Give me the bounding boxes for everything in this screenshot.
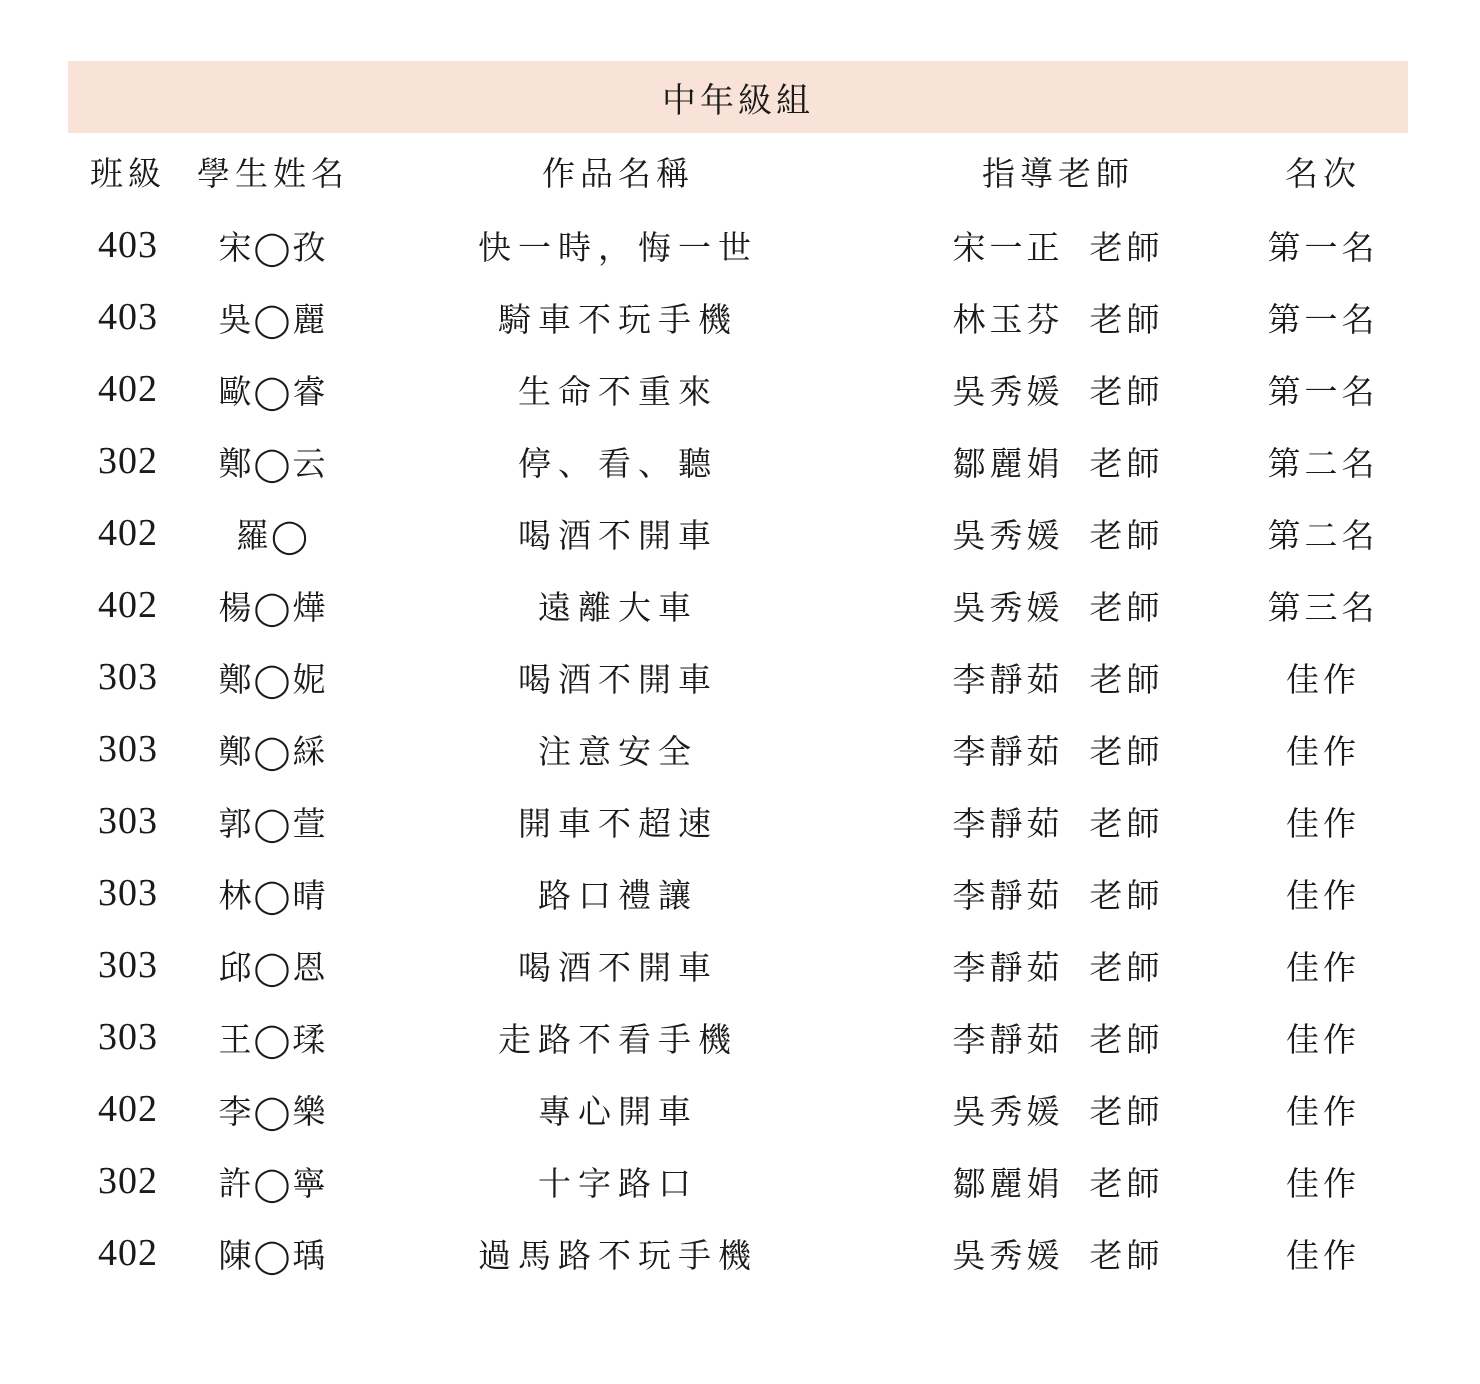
table-row	[68, 857, 1408, 929]
teacher-title: 老師	[1089, 1235, 1164, 1275]
teacher-title: 老師	[1089, 659, 1164, 699]
teacher-name: 李靜茹	[952, 875, 1064, 915]
teacher-name: 宋一正	[952, 227, 1064, 267]
table-row	[68, 281, 1408, 353]
student-name-cell: 李◯樂	[218, 1091, 328, 1131]
rank-cell: 第一名	[1267, 371, 1379, 411]
teacher-title: 老師	[1089, 587, 1164, 627]
class-cell: 303	[98, 728, 158, 770]
teacher-title: 老師	[1089, 1019, 1164, 1059]
teacher-name: 李靜茹	[952, 803, 1064, 843]
teacher-name: 李靜茹	[952, 1019, 1064, 1059]
student-name-cell: 許◯寧	[218, 1163, 328, 1203]
work-title-cell: 過馬路不玩手機	[478, 1235, 758, 1275]
work-title-cell: 生命不重來	[518, 371, 718, 411]
student-name-cell: 歐◯睿	[218, 371, 328, 411]
work-title-cell: 騎車不玩手機	[498, 299, 738, 339]
student-name-cell: 王◯瑈	[218, 1019, 328, 1059]
rank-cell: 第二名	[1267, 443, 1379, 483]
work-title-cell: 喝酒不開車	[518, 947, 718, 987]
rank-cell: 佳作	[1286, 731, 1360, 771]
teacher-name: 林玉芬	[952, 299, 1064, 339]
table-row	[68, 569, 1408, 641]
teacher-title: 老師	[1089, 1091, 1164, 1131]
teacher-name: 鄒麗娟	[952, 443, 1064, 483]
teacher-title: 老師	[1089, 875, 1164, 915]
teacher-cell	[878, 1145, 1238, 1217]
class-cell: 303	[98, 800, 158, 842]
table-row	[68, 425, 1408, 497]
teacher-cell	[878, 929, 1238, 1001]
teacher-cell	[878, 1001, 1238, 1073]
group-title: 中年級組	[68, 61, 1408, 133]
table-row	[68, 209, 1408, 281]
teacher-cell	[878, 497, 1238, 569]
header-work-title: 作品名稱	[542, 153, 694, 193]
teacher-title: 老師	[1089, 443, 1164, 483]
work-title-cell: 停、看、聽	[518, 443, 718, 483]
class-cell: 302	[98, 1160, 158, 1202]
teacher-cell	[878, 209, 1238, 281]
table-row	[68, 713, 1408, 785]
rank-cell: 第一名	[1267, 299, 1379, 339]
award-list	[68, 61, 1408, 1289]
teacher-name: 吳秀媛	[952, 1091, 1064, 1131]
teacher-name: 李靜茹	[952, 947, 1064, 987]
student-name-cell: 鄭◯綵	[218, 731, 328, 771]
class-cell: 402	[98, 584, 158, 626]
teacher-cell	[878, 281, 1238, 353]
table-row	[68, 1217, 1408, 1289]
rank-cell: 佳作	[1286, 1091, 1360, 1131]
rank-cell: 第一名	[1267, 227, 1379, 267]
header-student-name: 學生姓名	[197, 153, 349, 193]
teacher-title: 老師	[1089, 371, 1164, 411]
class-cell: 303	[98, 944, 158, 986]
class-cell: 302	[98, 440, 158, 482]
table-row	[68, 1145, 1408, 1217]
class-cell: 303	[98, 1016, 158, 1058]
work-title-cell: 路口禮讓	[538, 875, 698, 915]
table-row	[68, 1001, 1408, 1073]
student-name-cell: 郭◯萱	[218, 803, 328, 843]
class-cell: 303	[98, 656, 158, 698]
teacher-title: 老師	[1089, 1163, 1164, 1203]
student-name-cell: 羅◯	[236, 515, 310, 555]
teacher-name: 吳秀媛	[952, 515, 1064, 555]
class-cell: 402	[98, 368, 158, 410]
class-cell: 402	[98, 512, 158, 554]
rank-cell: 第二名	[1267, 515, 1379, 555]
teacher-cell	[878, 713, 1238, 785]
work-title-cell: 開車不超速	[518, 803, 718, 843]
teacher-title: 老師	[1089, 515, 1164, 555]
table-row	[68, 1073, 1408, 1145]
student-name-cell: 鄭◯云	[218, 443, 328, 483]
student-name-cell: 邱◯恩	[218, 947, 328, 987]
header-class: 班級	[90, 153, 166, 193]
teacher-cell	[878, 857, 1238, 929]
class-cell: 403	[98, 296, 158, 338]
work-title-cell: 喝酒不開車	[518, 659, 718, 699]
work-title-cell: 遠離大車	[538, 587, 698, 627]
rank-cell: 佳作	[1286, 875, 1360, 915]
teacher-title: 老師	[1089, 731, 1164, 771]
work-title-cell: 注意安全	[538, 731, 698, 771]
student-name-cell: 鄭◯妮	[218, 659, 328, 699]
table-row	[68, 929, 1408, 1001]
work-title-cell: 快一時，悔一世	[478, 227, 758, 267]
table-row	[68, 353, 1408, 425]
rank-cell: 佳作	[1286, 1235, 1360, 1275]
teacher-title: 老師	[1089, 299, 1164, 339]
table-row	[68, 497, 1408, 569]
award-rows	[68, 209, 1408, 1289]
rank-cell: 佳作	[1286, 1019, 1360, 1059]
class-cell: 402	[98, 1088, 158, 1130]
teacher-name: 吳秀媛	[952, 587, 1064, 627]
work-title-cell: 走路不看手機	[498, 1019, 738, 1059]
teacher-title: 老師	[1089, 227, 1164, 267]
teacher-cell	[878, 569, 1238, 641]
class-cell: 403	[98, 224, 158, 266]
teacher-cell	[878, 1217, 1238, 1289]
rank-cell: 佳作	[1286, 659, 1360, 699]
award-table	[68, 133, 1408, 1289]
student-name-cell: 宋◯孜	[218, 227, 328, 267]
teacher-name: 吳秀媛	[952, 371, 1064, 411]
teacher-title: 老師	[1089, 803, 1164, 843]
teacher-name: 李靜茹	[952, 659, 1064, 699]
teacher-name: 李靜茹	[952, 731, 1064, 771]
teacher-title: 老師	[1089, 947, 1164, 987]
work-title-cell: 專心開車	[538, 1091, 698, 1131]
table-row	[68, 785, 1408, 857]
student-name-cell: 陳◯瑀	[218, 1235, 328, 1275]
student-name-cell: 林◯晴	[218, 875, 328, 915]
teacher-cell	[878, 353, 1238, 425]
work-title-cell: 十字路口	[538, 1163, 698, 1203]
header-teacher: 指導老師	[982, 153, 1134, 193]
header-rank: 名次	[1285, 153, 1361, 193]
rank-cell: 佳作	[1286, 1163, 1360, 1203]
rank-cell: 佳作	[1286, 803, 1360, 843]
work-title-cell: 喝酒不開車	[518, 515, 718, 555]
rank-cell: 佳作	[1286, 947, 1360, 987]
teacher-cell	[878, 785, 1238, 857]
teacher-name: 鄒麗娟	[952, 1163, 1064, 1203]
teacher-name: 吳秀媛	[952, 1235, 1064, 1275]
class-cell: 402	[98, 1232, 158, 1274]
table-row	[68, 641, 1408, 713]
teacher-cell	[878, 1073, 1238, 1145]
student-name-cell: 楊◯燁	[218, 587, 328, 627]
header-row	[68, 133, 1408, 209]
teacher-cell	[878, 641, 1238, 713]
class-cell: 303	[98, 872, 158, 914]
teacher-cell	[878, 425, 1238, 497]
rank-cell: 第三名	[1267, 587, 1379, 627]
student-name-cell: 吳◯麗	[218, 299, 328, 339]
